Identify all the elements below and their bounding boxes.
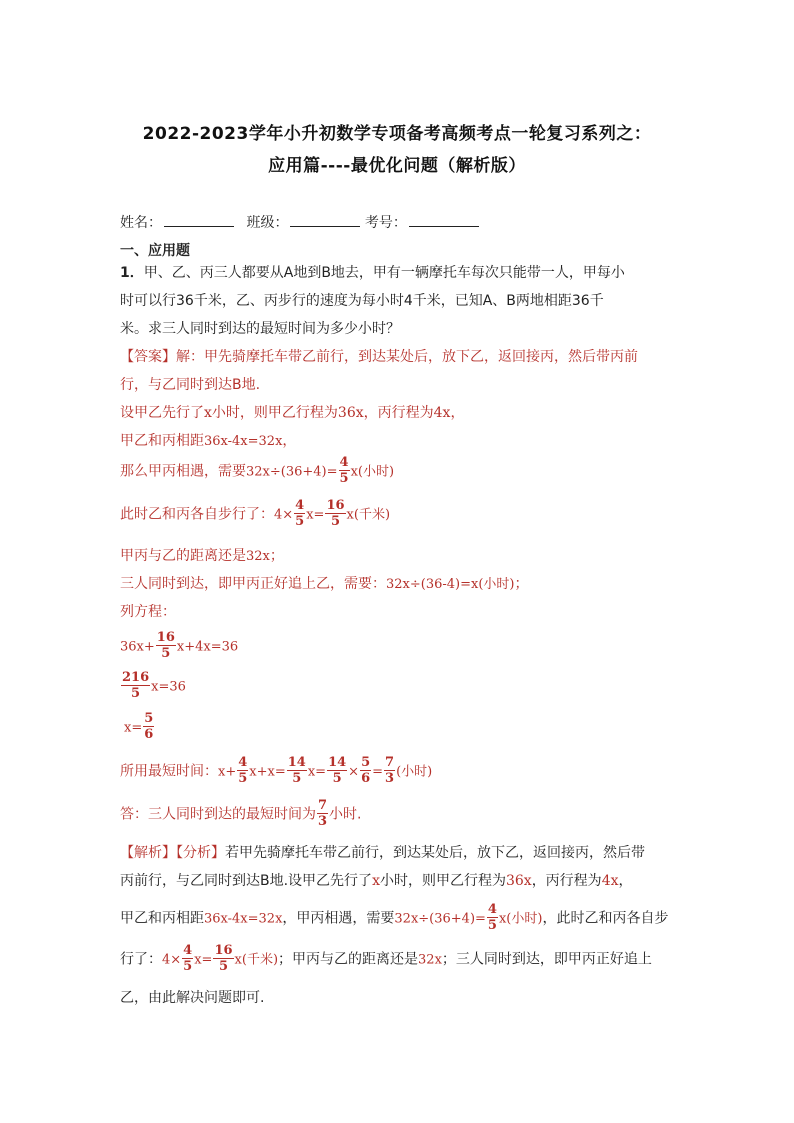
fraction-7-3: $\frac{7}{3}$	[385, 755, 395, 786]
fraction-5-6: $\frac{5}{6}$	[144, 711, 154, 742]
answer-tag: 【答案】	[120, 349, 176, 365]
fraction-216-5: $\frac{216}{5}$	[122, 670, 150, 701]
fraction-16-5: $\frac{16}{5}$	[214, 943, 233, 974]
section-heading: 一、应用题	[120, 243, 190, 259]
answer-final-line: 答：三人同时到达的最短时间为 $\frac{7}{3}$ 小时.	[120, 798, 362, 829]
answer-line-2: 行，与乙同时到达B地.	[120, 377, 261, 393]
answer-line-1: 【答案】解：甲先骑摩托车带乙前行，到达某处后，放下乙，返回接丙，然后带丙前	[120, 349, 638, 365]
fraction-7-3: $\frac{7}{3}$	[318, 798, 328, 829]
answer-line-5: 那么甲丙相遇，需要32x÷(36+4)= $\frac{4}{5}$ x(小时)	[120, 455, 395, 486]
fraction-16-5: $\frac{16}{5}$	[156, 630, 175, 661]
exam-label: 考号：	[364, 215, 407, 231]
answer-line-8: 三人同时到达，即甲丙正好追上乙，需要：32x÷(36-4)=x(小时)；	[120, 576, 529, 592]
name-label: 姓名：	[120, 215, 162, 231]
answer-line-7: 甲丙与乙的距离还是32x；	[120, 548, 284, 564]
answer-line-9: 列方程：	[120, 604, 176, 620]
equation-3: x= $\frac{5}{6}$	[124, 711, 154, 742]
equation-1: 36x+ $\frac{16}{5}$ x+4x=36	[120, 630, 239, 661]
analysis-line-2: 丙前行，与乙同时到达B地.设甲乙先行了x小时，则甲乙行程为36x，丙行程为4x，	[120, 873, 633, 889]
exam-number-field[interactable]	[409, 214, 479, 227]
fraction-5-6: $\frac{5}{6}$	[361, 755, 371, 786]
question-line-2: 时可以行36千米，乙、丙步行的速度为每小时4千米，已知A、B两地相距36千	[120, 293, 604, 309]
equation-2: $\frac{216}{5}$ x=36	[122, 670, 186, 701]
fraction-4-5: $\frac{4}{5}$	[339, 455, 349, 486]
analysis-tag: 【解析】【分析】	[120, 845, 225, 861]
shortest-time-line: 所用最短时间：x+ $\frac{4}{5}$ x+x= $\frac{14}{5}$ x= $\frac{14}{5}$ × $\frac{5}{6}$ = $\frac{7}{3}$ (小时)	[120, 755, 433, 786]
question-line-3: 米。求三人同时到达的最短时间为多少小时？	[120, 321, 400, 337]
question-number: 1．	[120, 265, 144, 281]
analysis-line-3: 甲乙和丙相距36x-4x=32x，甲丙相遇，需要32x÷(36+4)= $\frac{4}{5}$ x(小时)，此时乙和丙各自步	[120, 902, 669, 933]
fraction-4-5: $\frac{4}{5}$	[487, 902, 497, 933]
student-info-row	[120, 212, 479, 232]
answer-line-4: 甲乙和丙相距36x-4x=32x，	[120, 433, 297, 449]
analysis-line-4: 行了：4× $\frac{4}{5}$ x= $\frac{16}{5}$ x(千米)；甲丙与乙的距离还是32x；三人同时到达，即甲丙正好追上	[120, 943, 652, 974]
analysis-line-5: 乙，由此解决问题即可.	[120, 990, 265, 1006]
fraction-4-5: $\frac{4}{5}$	[295, 498, 305, 529]
fraction-4-5: $\frac{4}{5}$	[183, 943, 193, 974]
class-field[interactable]	[290, 214, 360, 227]
answer-line-3: 设甲乙先行了x小时，则甲乙行程为36x，丙行程为4x，	[120, 405, 465, 421]
document-title-line2: 应用篇----最优化问题（解析版）	[268, 156, 526, 176]
fraction-16-5: $\frac{16}{5}$	[326, 498, 345, 529]
fraction-4-5: $\frac{4}{5}$	[238, 755, 248, 786]
answer-line-6: 此时乙和丙各自步行了：4× $\frac{4}{5}$ x= $\frac{16}{5}$ x(千米)	[120, 498, 391, 529]
fraction-14-5: $\frac{14}{5}$	[287, 755, 306, 786]
document-title-line1: 2022-2023学年小升初数学专项备考高频考点一轮复习系列之：	[142, 124, 652, 144]
question-line-1: 1．甲、乙、丙三人都要从A地到B地去，甲有一辆摩托车每次只能带一人，甲每小	[120, 265, 625, 281]
fraction-14-5: $\frac{14}{5}$	[328, 755, 347, 786]
class-label: 班级：	[246, 215, 289, 231]
name-field[interactable]	[164, 214, 234, 227]
analysis-line-1: 【解析】【分析】若甲先骑摩托车带乙前行，到达某处后，放下乙，返回接丙，然后带	[120, 845, 645, 861]
